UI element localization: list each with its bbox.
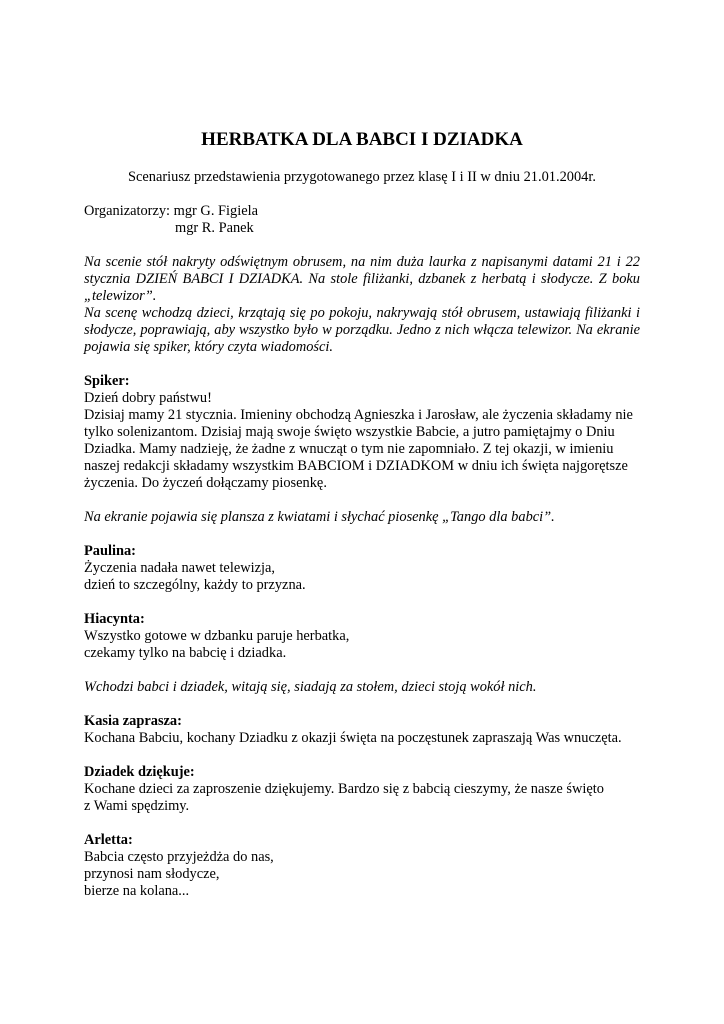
organizers-block (84, 203, 640, 237)
speaker-name: Paulina: (84, 543, 136, 559)
organizers-label: Organizatorzy: (84, 203, 171, 219)
dialogue-line: tylko solenizantom. Dzisiaj mają swoje święto wszystkie Babcie, a jutro pamiętajmy o Dniu (84, 424, 615, 440)
dialogue-spiker (84, 373, 640, 492)
organizer-name: mgr R. Panek (175, 220, 254, 236)
dialogue-line: Wszystko gotowe w dzbanku paruje herbatka, (84, 628, 350, 644)
dialogue-hiacynta (84, 611, 640, 662)
document-subtitle: Scenariusz przedstawienia przygotowanego przez klasę I i II w dniu 21.01.2004r. (128, 169, 596, 185)
dialogue-line: życzenia. Do życzeń dołączamy piosenkę. (84, 475, 327, 491)
document-title: HERBATKA DLA BABCI I DZIADKA (201, 129, 523, 150)
dialogue-line: naszej redakcji składamy wszystkim BABCIOM i DZIADKOM w dniu ich święta najgorętsze (84, 458, 628, 474)
speaker-name: Hiacynta: (84, 611, 145, 627)
dialogue-line: Dziadka. Mamy nadzieję, że żadne z wnucząt o tym nie zapomniało. Z tej okazji, w imieniu (84, 441, 614, 457)
organizer-name: mgr G. Figiela (173, 203, 258, 219)
dialogue-line: przynosi nam słodycze, (84, 866, 220, 882)
stage-direction: Na scenie stół nakryty odświętnym obrusem, na nim duża laurka z napisanymi datami 21 i 22 stycznia DZIEŃ BABCI I DZIADKA. Na stole filiżanki, dzbanek z herbatą i słodycze. Z boku „telewizor”. (84, 254, 640, 304)
dialogue-line: z Wami spędzimy. (84, 798, 190, 814)
dialogue-line: Babcia często przyjeżdża do nas, (84, 849, 274, 865)
dialogue-line: Dzień dobry państwu! (84, 390, 212, 406)
dialogue-line: bierze na kolana... (84, 883, 190, 899)
dialogue-line: czekamy tylko na babcię i dziadka. (84, 645, 287, 661)
dialogue-kasia (84, 713, 640, 747)
speaker-name: Kasia zaprasza: (84, 713, 182, 729)
stage-direction: Na ekranie pojawia się plansza z kwiatami i słychać piosenkę „Tango dla babci”. (84, 509, 555, 525)
dialogue-line: Kochane dzieci za zaproszenie dziękujemy. Bardzo się z babcią cieszymy, że nasze święto (84, 781, 604, 797)
speaker-name: Arletta: (84, 832, 133, 848)
stage-direction: Wchodzi babci i dziadek, witają się, siadają za stołem, dzieci stoją wokół nich. (84, 679, 537, 695)
dialogue-line: dzień to szczególny, każdy to przyzna. (84, 577, 306, 593)
dialogue-dziadek (84, 764, 640, 815)
dialogue-arletta (84, 832, 640, 900)
speaker-name: Spiker: (84, 373, 130, 389)
stage-direction: Na scenę wchodzą dzieci, krzątają się po pokoju, nakrywają stół obrusem, ustawiają filiżanki i słodycze, poprawiają, aby wszystko było w porządku. Jedno z nich włącza telewizor. Na ekranie pojawia się spiker, który czyta wiadomości. (84, 305, 640, 355)
dialogue-line: Dzisiaj mamy 21 stycznia. Imieniny obchodzą Agnieszka i Jarosław, ale życzenia składamy nie (84, 407, 633, 423)
dialogue-line: Życzenia nadała nawet telewizja, (84, 560, 275, 576)
dialogue-paulina (84, 543, 640, 594)
speaker-name: Dziadek dziękuje: (84, 764, 195, 780)
dialogue-line: Kochana Babciu, kochany Dziadku z okazji święta na poczęstunek zapraszają Was wnuczęta. (84, 730, 622, 746)
